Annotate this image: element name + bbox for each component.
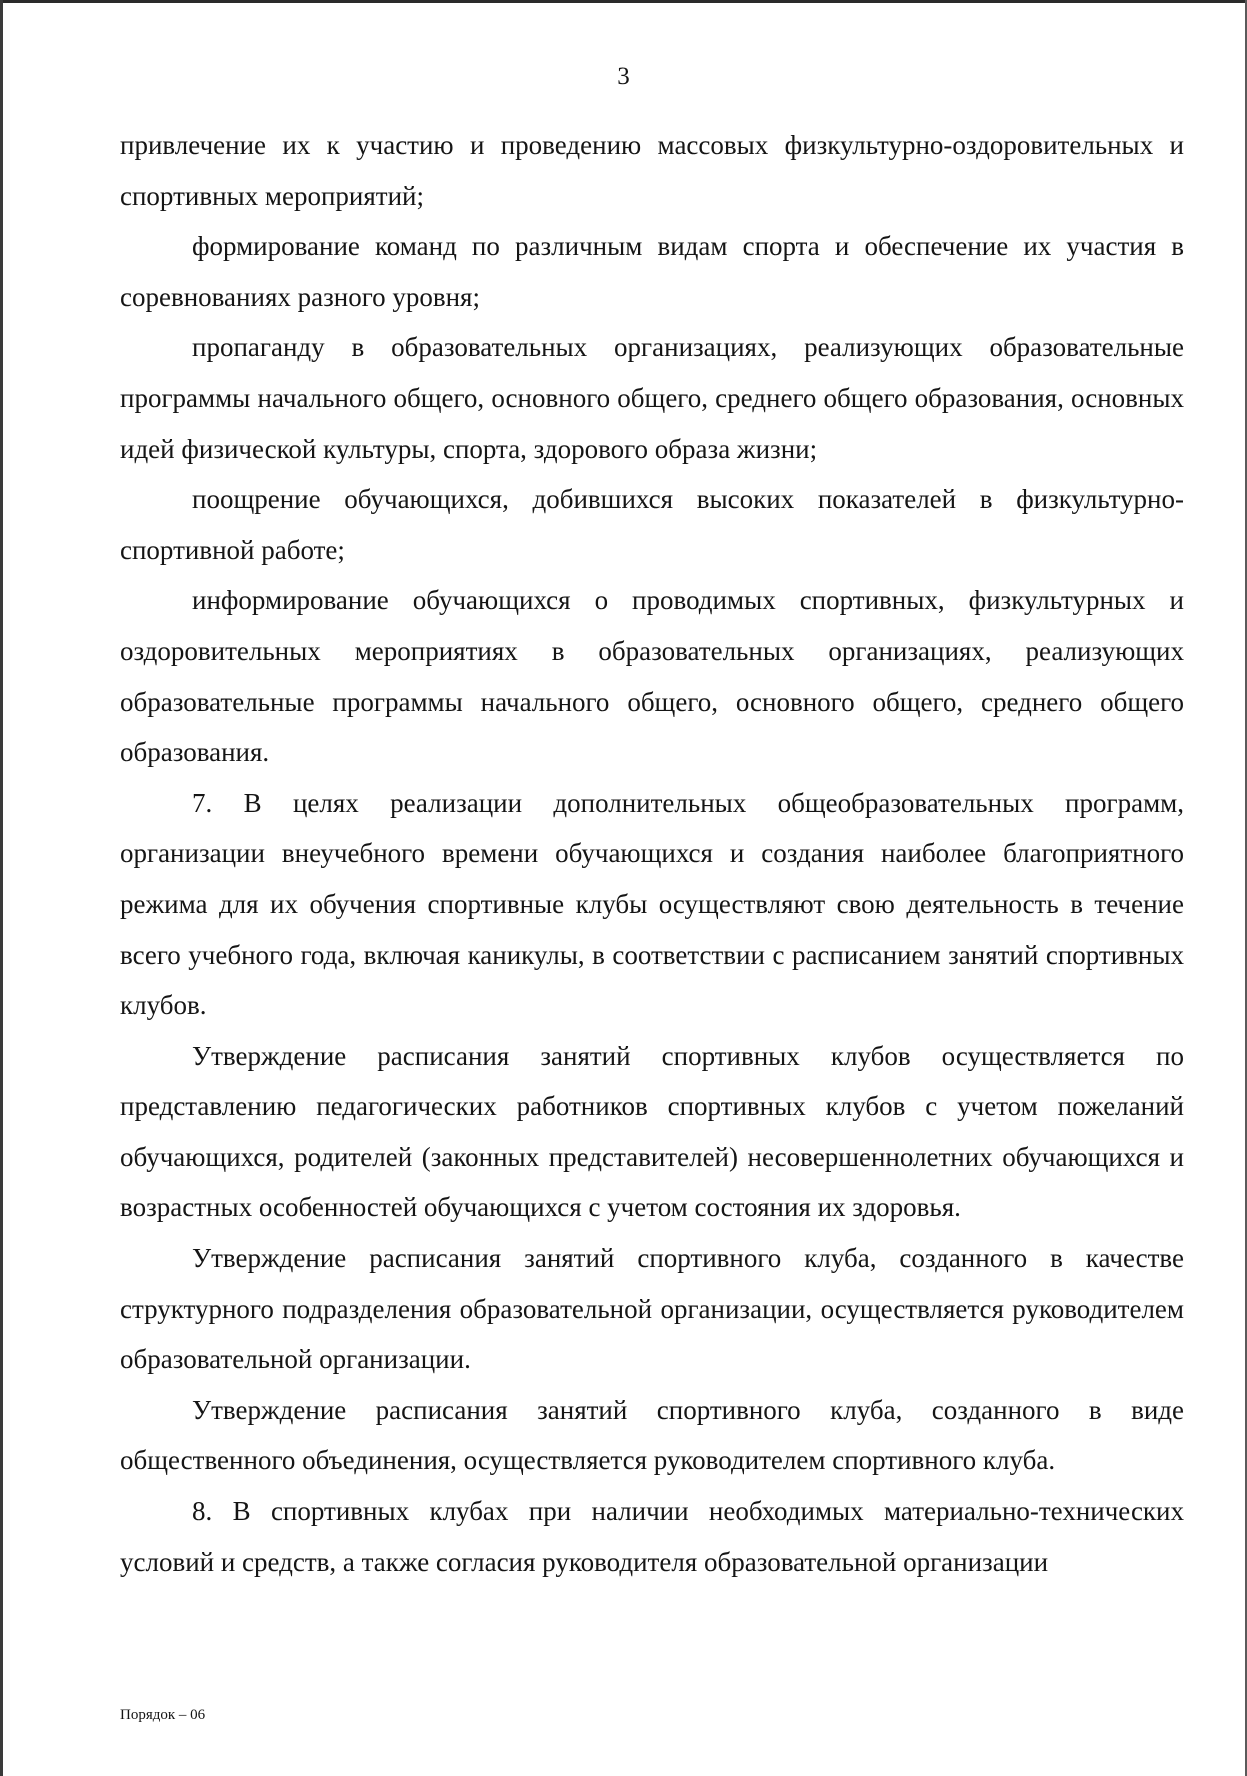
paragraph-8: Утверждение расписания занятий спортивного клуба, созданного в качестве структурного подразделения образовательной организации, осуществляется руководителем образовательной организации. <box>120 1243 1184 1375</box>
paragraph-7: Утверждение расписания занятий спортивных клубов осуществляется по представлению педагогических работников спортивных клубов с учетом пожеланий обучающихся, родителей (законных представителей) несовершеннолетних обучающихся и возрастных особенностей обучающихся с учетом состояния их здоровья. <box>120 1040 1184 1223</box>
paragraph-3: пропаганду в образовательных организациях, реализующих образовательные программы начального общего, основного общего, среднего общего образования, основных идей физической культуры, спорта, здорового образа жизни; <box>120 332 1184 464</box>
footer-doc-code: Порядок – 06 <box>120 1707 206 1723</box>
paragraph-5: информирование обучающихся о проводимых спортивных, физкультурных и оздоровительных мероприятиях в образовательных организациях, реализующих образовательные программы начального общего, основного общего, среднего общего образования. <box>120 585 1184 768</box>
paragraph-9: Утверждение расписания занятий спортивного клуба, созданного в виде общественного объединения, осуществляется руководителем спортивного клуба. <box>120 1394 1184 1476</box>
paragraph-1: привлечение их к участию и проведению массовых физкультурно-оздоровительных и спортивных мероприятий; <box>120 130 1184 211</box>
paragraph-10-item-8: 8. В спортивных клубах при наличии необходимых материально-технических условий и средств, а также согласия руководителя образовательной организации <box>120 1496 1184 1577</box>
paragraph-4: поощрение обучающихся, добившихся высоких показателей в физкультурно-спортивной работе; <box>120 484 1184 565</box>
body-text <box>120 120 1184 1587</box>
paragraph-2: формирование команд по различным видам спорта и обеспечение их участия в соревнованиях разного уровня; <box>120 231 1184 312</box>
paragraph-6-item-7: 7. В целях реализации дополнительных общеобразовательных программ, организации внеучебного времени обучающихся и создания наиболее благоприятного режима для их обучения спортивные клубы осуществляют свою деятельность в течение всего учебного года, включая каникулы, в соответствии с расписанием занятий спортивных клубов. <box>120 787 1184 1021</box>
scan-border-left <box>0 0 3 1776</box>
page-number: 3 <box>617 63 630 90</box>
scan-border-top <box>0 0 1247 3</box>
